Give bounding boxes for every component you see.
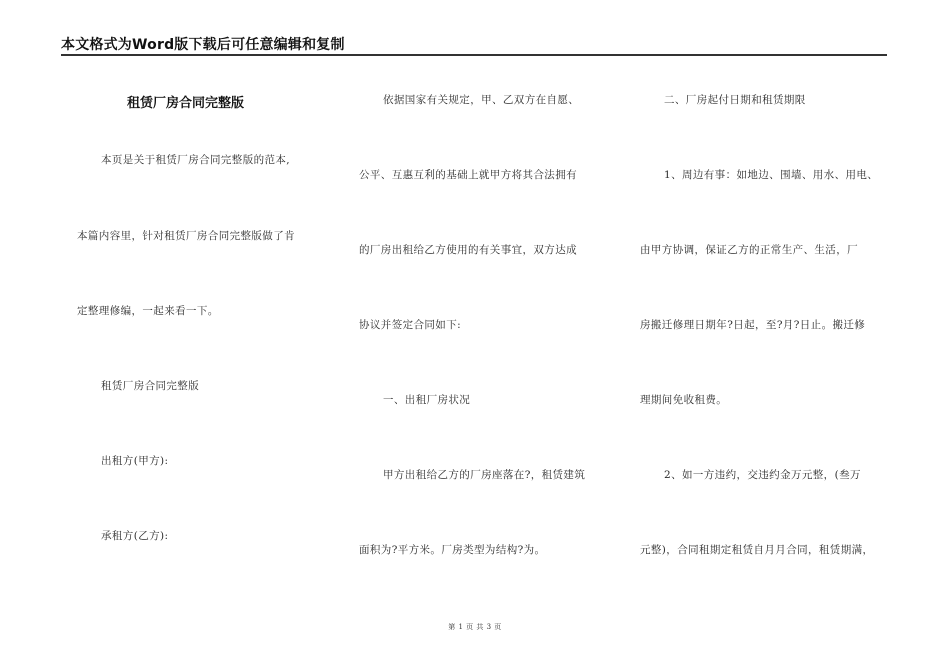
- col1-line-3: 定整理修编，一起来看一下。: [77, 305, 219, 317]
- col2-line-4: 协议并签定合同如下:: [359, 319, 462, 331]
- col3-line-6: 2、如一方违约，交违约金万元整，(叁万: [664, 469, 861, 481]
- col3-line-4: 房搬迁修理日期年?日起，至?月?日止。搬迁修: [640, 319, 866, 331]
- header-title: 本文格式为Word版下载后可任意编辑和复制: [61, 37, 345, 53]
- page-number: 第 1 页 共 3 页: [448, 623, 502, 631]
- col1-line-1: 本页是关于租赁厂房合同完整版的范本,: [101, 154, 291, 166]
- col2-line-2: 公平、互惠互利的基础上就甲方将其合法拥有: [359, 169, 577, 181]
- col3-line-3: 由甲方协调，保证乙方的正常生产、生活，厂: [640, 244, 858, 256]
- col2-line-6: 甲方出租给乙方的厂房座落在?，租赁建筑: [383, 469, 586, 481]
- col2-line-7: 面积为?平方米。厂房类型为结构?为。: [359, 544, 546, 556]
- col3-line-1: 二、厂房起付日期和租赁期限: [664, 94, 806, 106]
- header-divider: [61, 54, 887, 56]
- col1-line-6: 承租方(乙方):: [101, 530, 169, 542]
- col3-line-7: 元整)，合同租期定租赁自月月合同，租赁期满，: [640, 544, 874, 556]
- document-title: 租赁厂房合同完整版: [127, 96, 245, 111]
- col2-line-5: 一、出租厂房状况: [383, 394, 471, 406]
- col2-line-1: 依据国家有关规定，甲、乙双方在自愿、: [383, 94, 580, 106]
- col1-line-2: 本篇内容里，针对租赁厂房合同完整版做了肯: [77, 230, 295, 242]
- col3-line-5: 理期间免收租费。: [640, 394, 728, 406]
- col1-line-4: 租赁厂房合同完整版: [101, 380, 200, 392]
- col3-line-2: 1、周边有事：如地边、围墙、用水、用电、: [664, 169, 879, 181]
- col2-line-3: 的厂房出租给乙方使用的有关事宜，双方达成: [359, 244, 577, 256]
- col1-line-5: 出租方(甲方):: [101, 455, 169, 467]
